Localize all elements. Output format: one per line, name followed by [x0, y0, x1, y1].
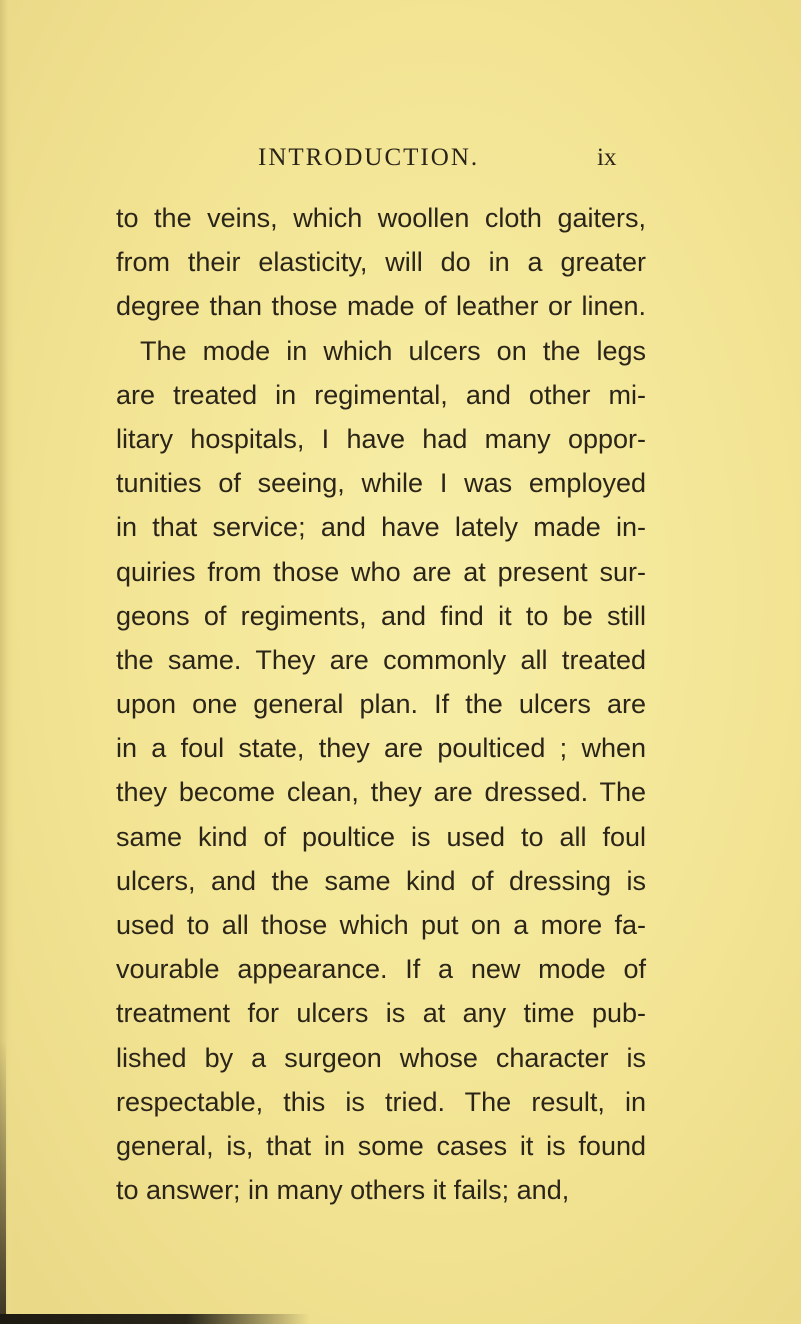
book-bottom-edge — [0, 1314, 310, 1324]
running-head: INTRODUCTION. — [258, 144, 480, 171]
text-line: quiries from those who are at present sur- — [116, 556, 646, 587]
text-line: are treated in regimental, and other mi- — [116, 379, 646, 410]
text-line: same kind of poultice is used to all foul — [116, 821, 646, 852]
text-line: to the veins, which woollen cloth gaiters, — [116, 203, 646, 233]
text-line: The mode in which ulcers on the legs — [140, 335, 646, 366]
text-line: lished by a surgeon whose character is — [116, 1042, 646, 1073]
text-line: to answer; in many others it fails; and, — [116, 1175, 570, 1206]
text-line: general, is, that in some cases it is found — [116, 1130, 646, 1161]
text-line: tunities of seeing, while I was employed — [116, 468, 646, 499]
text-line: in a foul state, they are poulticed ; when — [116, 733, 646, 764]
text-line: upon one general plan. If the ulcers are — [116, 689, 646, 720]
text-line: from their elasticity, will do in a greater — [116, 247, 646, 278]
book-spine-edge — [0, 1040, 6, 1324]
text-line: treatment for ulcers is at any time pub- — [116, 998, 646, 1029]
text-line: used to all those which put on a more fa- — [116, 910, 646, 940]
text-line: vourable appearance. If a new mode of — [116, 954, 646, 985]
text-line: degree than those made of leather or linen. — [116, 291, 646, 322]
text-line: litary hospitals, I have had many oppor- — [116, 423, 646, 454]
text-line: the same. They are commonly all treated — [116, 644, 646, 675]
page-number: ix — [597, 144, 617, 171]
body-text — [116, 196, 646, 1212]
text-line: they become clean, they are dressed. The — [116, 777, 646, 808]
page-header — [258, 144, 658, 184]
text-line: respectable, this is tried. The result, in — [116, 1086, 646, 1117]
text-line: geons of regiments, and find it to be still — [116, 600, 646, 631]
text-line: ulcers, and the same kind of dressing is — [116, 865, 646, 896]
text-line: in that service; and have lately made in- — [116, 512, 646, 543]
